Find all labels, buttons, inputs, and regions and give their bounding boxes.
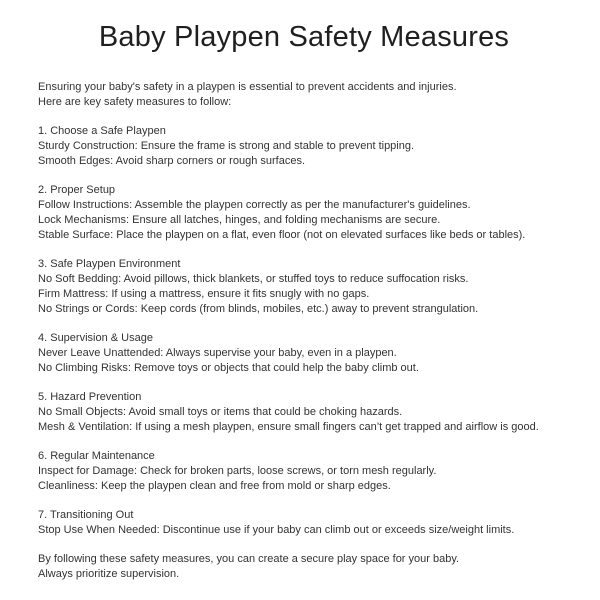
section-transitioning-out [38,508,570,538]
section-heading: 3. Safe Playpen Environment [38,258,181,270]
section-line: Sturdy Construction: Ensure the frame is strong and stable to prevent tipping. [38,140,415,152]
section-regular-maintenance [38,449,570,494]
section-line: No Small Objects: Avoid small toys or items that could be choking hazards. [38,406,403,418]
page-title: Baby Playpen Safety Measures [98,21,510,53]
closing-line: By following these safety measures, you can create a secure play space for your baby. [38,553,460,565]
closing-paragraph [38,552,570,582]
section-line: Inspect for Damage: Check for broken parts, loose screws, or torn mesh regularly. [38,465,437,477]
intro-line: Here are key safety measures to follow: [38,96,232,108]
section-heading: 6. Regular Maintenance [38,450,155,462]
section-line: Mesh & Ventilation: If using a mesh playpen, ensure small fingers can’t get trapped and airflow is good. [38,421,539,433]
section-heading: 2. Proper Setup [38,184,116,196]
section-proper-setup [38,183,570,243]
section-line: Stable Surface: Place the playpen on a flat, even floor (not on elevated surfaces like beds or tables). [38,229,526,241]
intro-paragraph [38,80,570,110]
section-choose-safe-playpen [38,124,570,169]
section-heading: 7. Transitioning Out [38,509,134,521]
closing-line: Always prioritize supervision. [38,568,180,580]
section-line: No Climbing Risks: Remove toys or objects that could help the baby climb out. [38,362,419,374]
section-line: Cleanliness: Keep the playpen clean and free from mold or sharp edges. [38,480,391,492]
section-line: Never Leave Unattended: Always supervise your baby, even in a playpen. [38,347,397,359]
section-line: Stop Use When Needed: Discontinue use if your baby can climb out or exceeds size/weight limits. [38,524,515,536]
section-heading: 1. Choose a Safe Playpen [38,125,166,137]
section-line: Smooth Edges: Avoid sharp corners or rough surfaces. [38,155,305,167]
section-line: No Strings or Cords: Keep cords (from blinds, mobiles, etc.) away to prevent strangulation. [38,303,479,315]
section-safe-environment [38,257,570,317]
section-heading: 5. Hazard Prevention [38,391,142,403]
section-line: Lock Mechanisms: Ensure all latches, hinges, and folding mechanisms are secure. [38,214,441,226]
section-supervision-usage [38,331,570,376]
intro-line: Ensuring your baby's safety in a playpen is essential to prevent accidents and injuries. [38,81,457,93]
section-line: Follow Instructions: Assemble the playpen correctly as per the manufacturer's guidelines. [38,199,471,211]
section-heading: 4. Supervision & Usage [38,332,153,344]
section-line: No Soft Bedding: Avoid pillows, thick blankets, or stuffed toys to reduce suffocation risks. [38,273,469,285]
section-line: Firm Mattress: If using a mattress, ensure it fits snugly with no gaps. [38,288,370,300]
section-hazard-prevention [38,390,570,435]
